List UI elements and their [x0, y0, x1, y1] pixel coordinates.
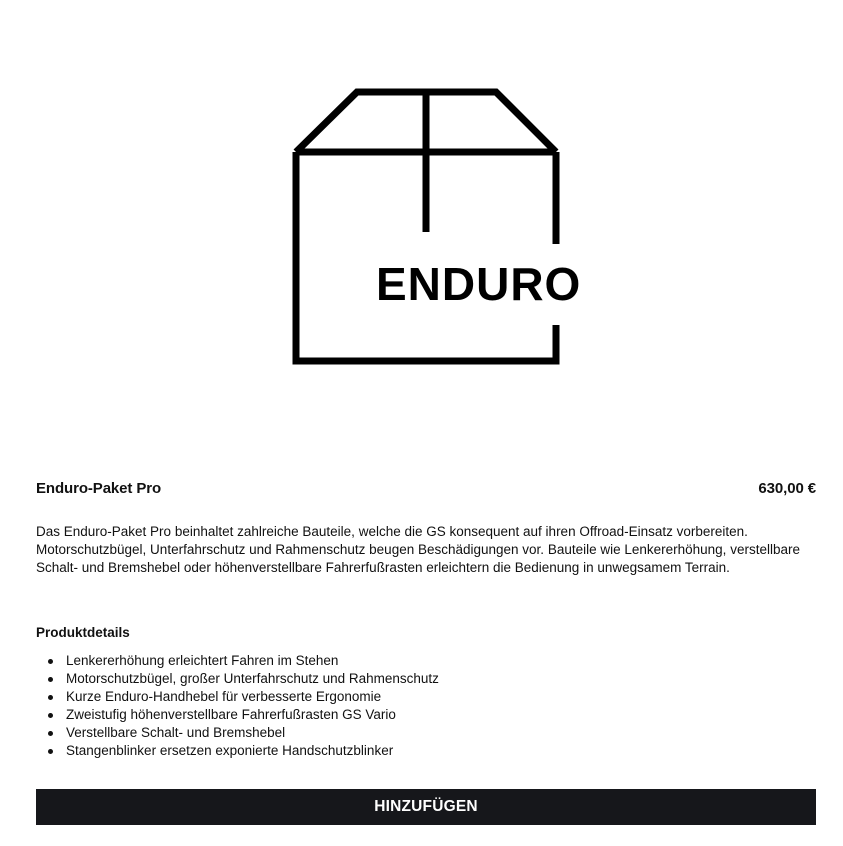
bullet-icon [48, 677, 53, 682]
list-item-text: Stangenblinker ersetzen exponierte Handschutzblinker [66, 743, 394, 758]
list-item-text: Kurze Enduro-Handhebel für verbesserte Ergonomie [66, 689, 382, 704]
enduro-package-illustration [280, 80, 600, 380]
list-item-text: Zweistufig höhenverstellbare Fahrerfußrasten GS Vario [66, 707, 396, 722]
details-list [36, 652, 816, 760]
list-item [36, 742, 816, 760]
list-item [36, 706, 816, 724]
list-item-text: Lenkererhöhung erleichtert Fahren im Stehen [66, 653, 339, 668]
list-item [36, 724, 816, 742]
details-heading: Produktdetails [36, 625, 130, 640]
bullet-icon [48, 659, 53, 664]
product-description: Das Enduro-Paket Pro beinhaltet zahlreiche Bauteile, welche die GS konsequent auf ihren Offroad-Einsatz vorbereiten. Motorschutzbügel, Unterfahrschutz und Rahmenschutz beugen Beschädigungen vor. Bauteile wie Lenkererhöhung, verstellbare Schalt- und Bremshebel oder höhenverstellbare Fahrerfußrasten erleichtern die Bedienung in unwegsamem Terrain. [36, 524, 800, 575]
bullet-icon [48, 731, 53, 736]
logo-wordmark: ENDURO [376, 258, 582, 310]
list-item [36, 670, 816, 688]
list-item-text: Motorschutzbügel, großer Unterfahrschutz und Rahmenschutz [66, 671, 439, 686]
list-item [36, 652, 816, 670]
bullet-icon [48, 713, 53, 718]
product-name: Enduro-Paket Pro [36, 480, 162, 497]
box-icon [280, 80, 600, 380]
list-item [36, 688, 816, 706]
bullet-icon [48, 749, 53, 754]
bullet-icon [48, 695, 53, 700]
product-header [36, 480, 816, 497]
list-item-text: Verstellbare Schalt- und Bremshebel [66, 725, 286, 740]
add-to-cart-button[interactable]: HINZUFÜGEN [36, 789, 816, 825]
product-price: 630,00 € [758, 480, 816, 497]
